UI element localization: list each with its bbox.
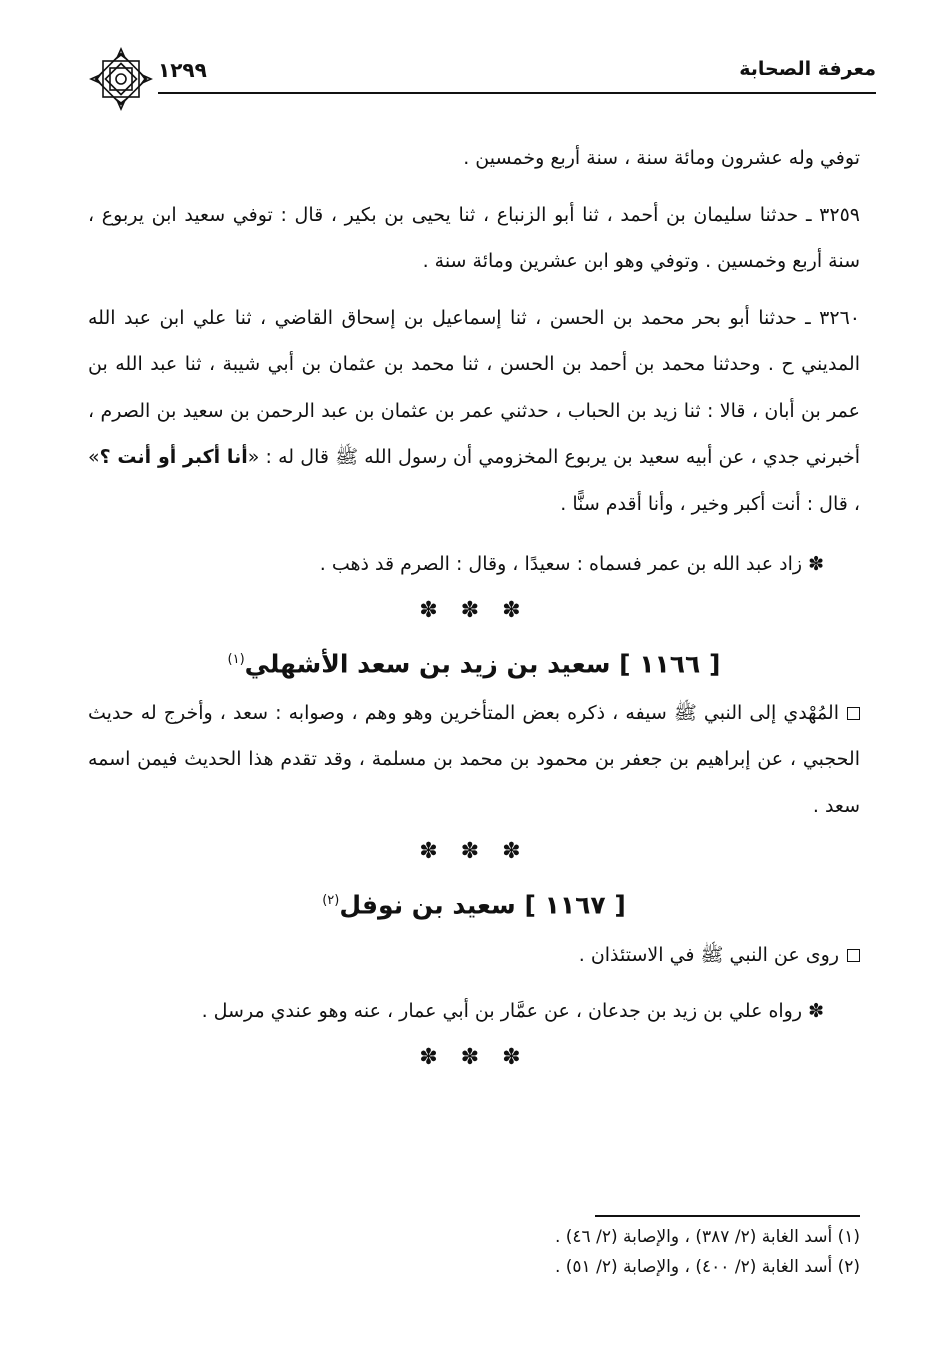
section-title-1166-text: [ ١١٦٦ ] سعيد بن زيد بن سعد الأشهلي — [244, 648, 721, 678]
addition-note: ✽ زاد عبد الله بن عمر فسماه : سعيدًا ، وقال : الصرم قد ذهب . — [319, 553, 824, 575]
square-bullet-icon — [847, 707, 860, 720]
separator-stars-3: ✽ ✽ ✽ — [419, 1044, 529, 1070]
page-body — [88, 135, 860, 1081]
page-number: ١٢٩٩ — [158, 58, 207, 82]
footnote-rule — [595, 1215, 860, 1217]
narration-note: ✽ رواه علي بن زيد بن جدعان ، عن عمَّار بن أبي عمار ، عنه وهو عندي مرسل . — [201, 1000, 824, 1023]
footnote-ref-1: (١) — [227, 651, 245, 667]
section-title-1167-text: [ ١١٦٧ ] سعيد بن نوفل — [339, 890, 626, 920]
section-title-1166 — [88, 634, 860, 690]
hadith-3260-quote: أنا أكبر أو أنت ؟ — [99, 446, 248, 468]
section-1167-body: روى عن النبي ﷺ في الاستئذان . — [578, 943, 839, 966]
section-1166-body: المُهْدي إلى النبي ﷺ سيفه ، ذكره بعض المتأخرين وهو وهم ، وصوابه : سعد ، وأخرج له حديث الحجبي ، عن إبراهيم بن جعفر بن محمود بن محمد بن مسلمة ، وقد تقدم هذا الحديث فيمن اسمه سعد . — [88, 701, 860, 817]
footnote-1: (١) أسد الغابة (٢/ ٣٨٧) ، والإصابة (٢/ ٤٦) . — [554, 1227, 860, 1247]
section-1166-text — [88, 690, 860, 830]
section-1167-text — [88, 932, 860, 979]
header-rule — [158, 92, 876, 94]
separator-stars-1: ✽ ✽ ✽ — [419, 597, 529, 623]
footnotes — [88, 1222, 860, 1282]
book-title: معرفة الصحابة — [739, 58, 876, 80]
islamic-star-ornament-icon — [88, 46, 154, 112]
hadith-3260-text-a: ٣٢٦٠ ـ حدثنا أبو بحر محمد بن الحسن ، ثنا إسماعيل بن إسحاق القاضي ، ثنا علي ابن عبد الله المديني ح . وحدثنا محمد بن أحمد بن الحسن ، ثنا محمد بن عثمان بن أبي شيبة ، ثنا عبد الله بن عمر بن أبان ، قالا : ثنا زيد بن الحباب ، حدثني عمر بن عثمان بن عبد الرحمن بن سعيد بن الصرم ، أخبرني جدي ، عن أبيه سعيد بن يربوع المخزومي أن رسول الله ﷺ قال له : « — [88, 306, 861, 468]
footnote-ref-2: (٢) — [322, 893, 340, 909]
section-title-1167 — [88, 875, 860, 931]
page-header — [88, 52, 876, 96]
footnote-2: (٢) أسد الغابة (٢/ ٤٠٠) ، والإصابة (٢/ ٥١) . — [554, 1257, 860, 1277]
separator-stars-2: ✽ ✽ ✽ — [419, 839, 529, 865]
square-bullet-icon — [847, 949, 860, 962]
hadith-3259: ٣٢٥٩ ـ حدثنا سليمان بن أحمد ، ثنا أبو الزنباع ، ثنا يحيى بن بكير ، قال : توفي سعيد ابن يربوع ، سنة أربع وخمسين . وتوفي وهو ابن عشرين ومائة سنة . — [88, 203, 860, 272]
hadith-3260-text-b: » ، قال : أنت أكبر وخير ، وأنا أقدم سنًّا . — [88, 446, 860, 515]
hadith-3260 — [88, 295, 860, 528]
paragraph-1: توفي وله عشرون ومائة سنة ، سنة أربع وخمسين . — [463, 147, 860, 169]
